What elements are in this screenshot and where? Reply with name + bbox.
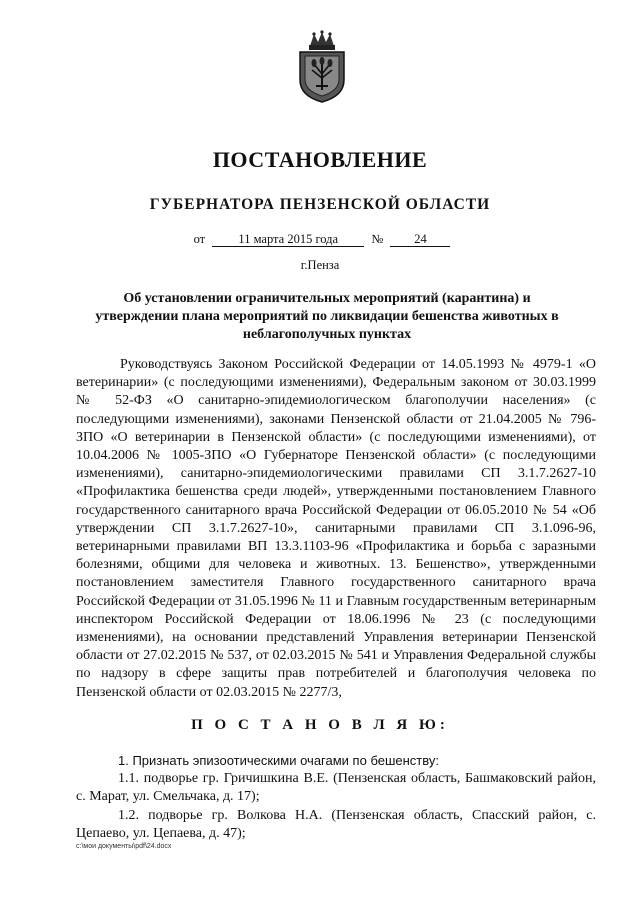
- list-item: 1.1. подворье гр. Гричишкина В.Е. (Пензенская область, Башмаковский район, с. Марат, ул. Смельчака, д. 17);: [76, 771, 596, 805]
- number-prefix: №: [371, 232, 384, 246]
- date-number-line: [0, 232, 640, 247]
- document-heading: Об установлении ограничительных мероприятий (карантина) и утверждении плана мероприятий по ликвидации бешенства животных в неблагополучных пунктах: [95, 291, 559, 342]
- preamble-section: [76, 356, 596, 702]
- document-date: 11 марта 2015 года: [212, 232, 364, 247]
- date-prefix: от: [193, 232, 206, 246]
- file-path-footer: c:\мои документы\pdf\24.docx: [76, 843, 172, 850]
- decree-heading: П О С Т А Н О В Л Я Ю:: [191, 717, 449, 733]
- list-item: 1.2. подворье гр. Волкова Н.А. (Пензенская область, Спасский район, с. Цепаево, ул. Цепаева, д. 47);: [76, 807, 596, 841]
- list-item: 1. Признать эпизоотическими очагами по бешенству:: [118, 753, 439, 768]
- decree-items: [76, 752, 596, 843]
- penza-coat-of-arms-icon: [296, 30, 348, 104]
- preamble-paragraph: Руководствуясь Законом Российской Федерации от 14.05.1993 № 4979-1 «О ветеринарии» (с последующими изменениями), Федеральным законом от 30.03.1999 № 52-ФЗ «О санитарно-эпидемиологическом благополучии населения» (с последующими изменениями), законами Пензенской области от 21.04.2005 № 796-ЗПО «О ветеринарии в Пензенской области» (с последующими изменениями), от 10.04.2006 № 1005-ЗПО «О Губернаторе Пензенской области» (с последующими изменениями), санитарно-эпидемиологическими правилами СП 3.1.7.2627-10 «Профилактика бешенства среди людей», утвержденными постановлением Главного государственного санитарного врача Российской Федерации от 06.05.2010 № 54 «Об утверждении СП 3.1.7.2627-10», санитарными правилами СП 3.1.096-96, ветеринарными правилами ВП 13.3.1103-96 «Профилактика и борьба с заразными болезнями, общими для человека и животных. 13. Бешенство», утвержденными постановлением заместителя Главного государственного санитарного врача Российской Федерации от 31.05.1996 № 11 и Главным государственным ветеринарным инспектором Российской Федерации от 18.06.1996 № 23 (с последующими изменениями), на основании представлений Управления ветеринарии Пензенской области от 27.02.2015 № 537, от 02.03.2015 № 541 и Управления Федеральной службы по надзору в сфере защиты прав потребителей и благополучия человека по Пензенской области от 02.03.2015 № 2277/3,: [76, 357, 596, 700]
- document-title: ПОСТАНОВЛЕНИЕ: [212, 147, 428, 172]
- document-subtitle: ГУБЕРНАТОРА ПЕНЗЕНСКОЙ ОБЛАСТИ: [149, 196, 491, 213]
- document-number: 24: [390, 232, 450, 247]
- document-city: г.Пенза: [300, 258, 340, 272]
